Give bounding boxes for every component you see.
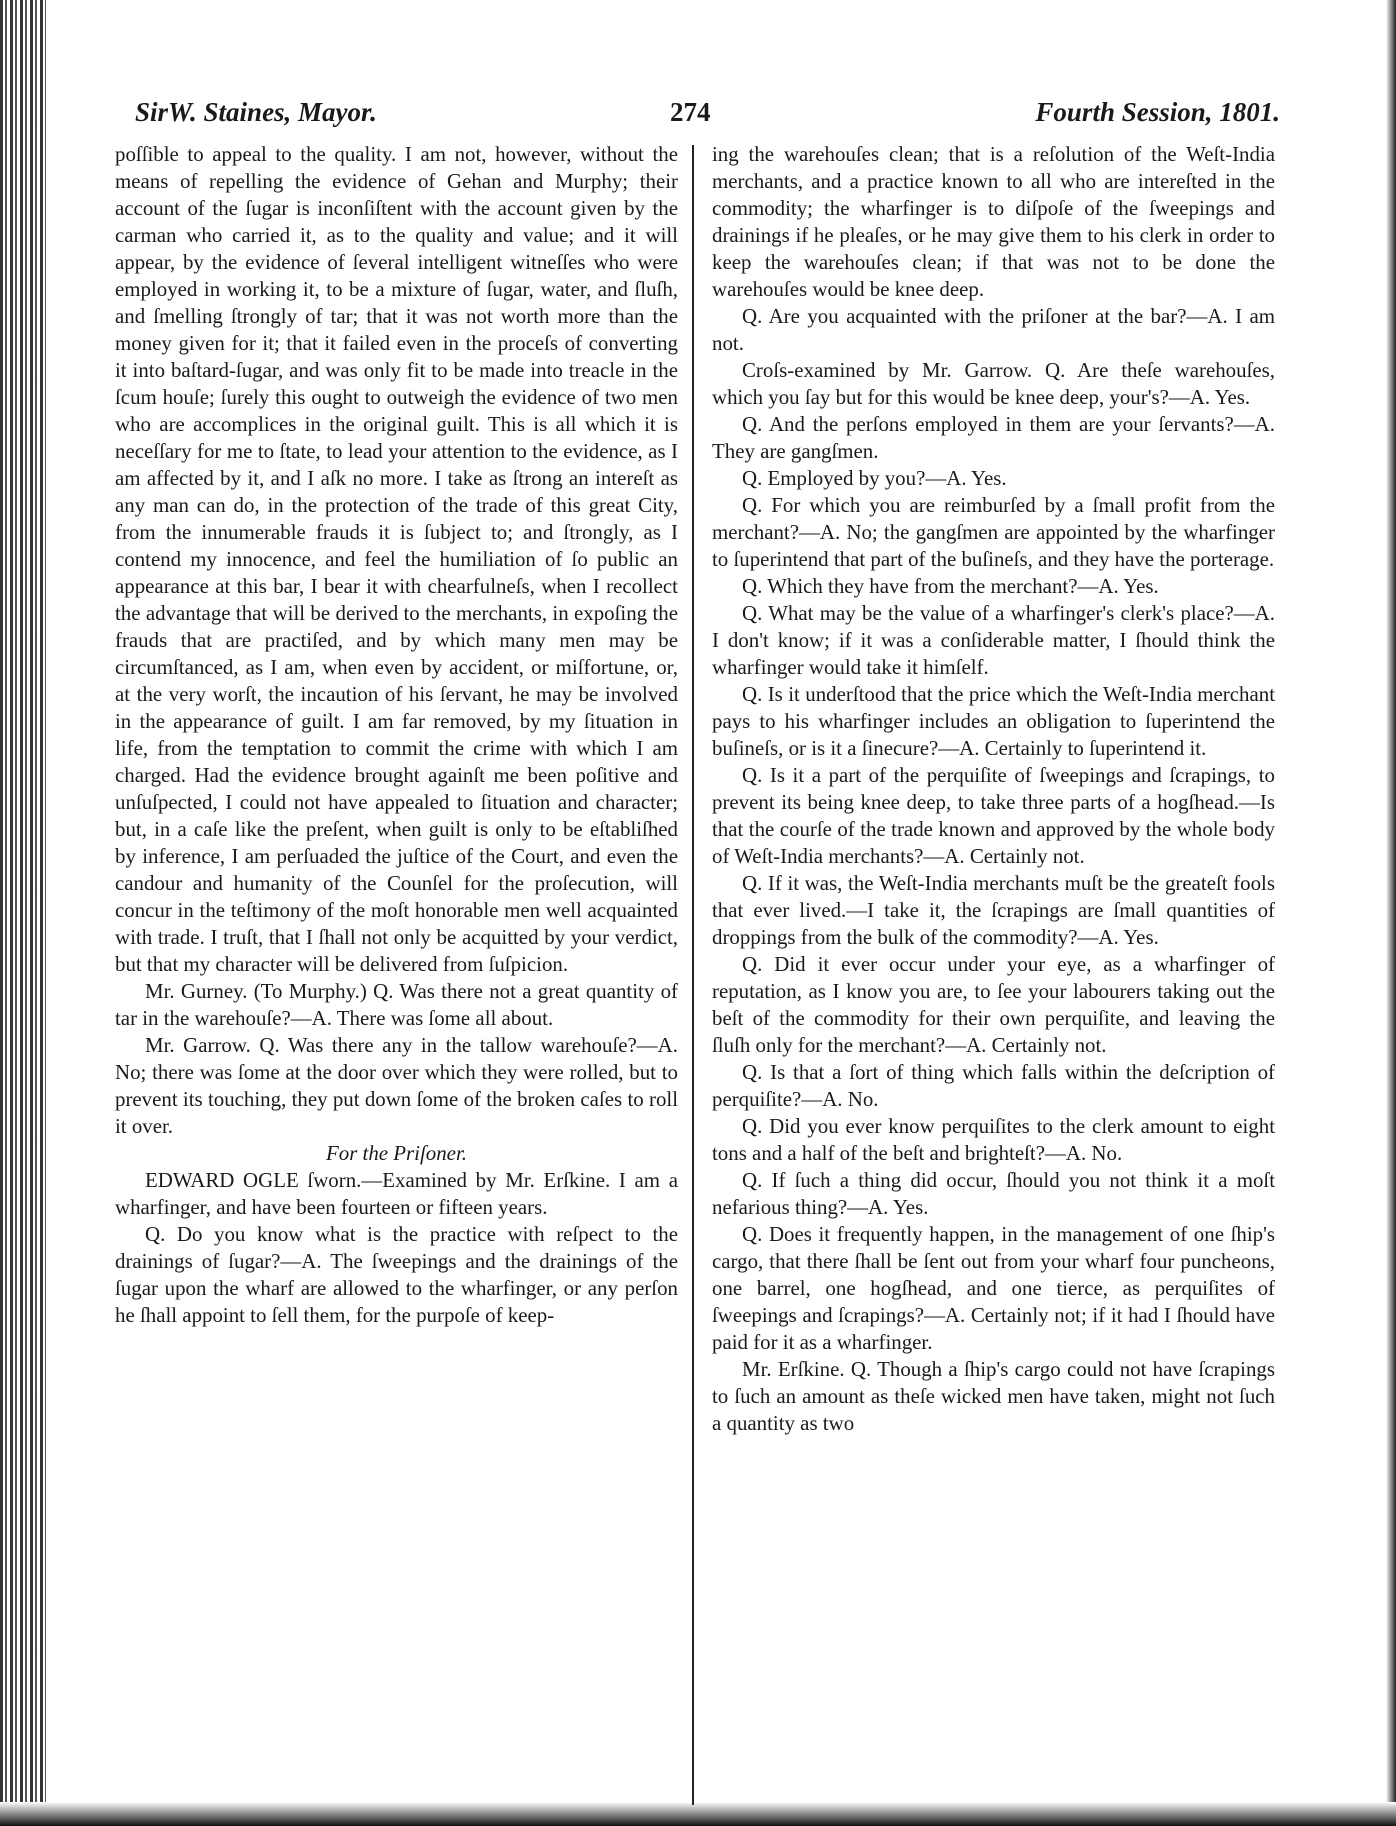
running-header xyxy=(115,95,1290,139)
scan-border-right xyxy=(1386,0,1396,1826)
paragraph: Q. Does it frequently happen, in the management of one ſhip's cargo, that there ſhall be ſent out from your wharf four puncheons, one barrel, one hogſhead, and one tierce, as perquiſites of ſweepings and ſcrapings?—A. Certainly not; if it had I ſhould have paid for it as a wharfinger. xyxy=(712,1222,1275,1354)
right-column xyxy=(712,141,1275,1437)
paragraph: Mr. Gurney. (To Murphy.) Q. Was there not a great quantity of tar in the warehouſe?—A. There was ſome all about. xyxy=(115,979,678,1030)
paragraph: Q. What may be the value of a wharfinger's clerk's place?—A. I don't know; if it was a conſiderable matter, I ſhould think the wharfinger would take it himſelf. xyxy=(712,601,1275,679)
paragraph: Q. Are you acquainted with the priſoner at the bar?—A. I am not. xyxy=(712,304,1275,355)
scan-border-left xyxy=(0,0,46,1826)
paragraph: Q. Which they have from the merchant?—A. Yes. xyxy=(742,574,1159,598)
header-left: SirW. Staines, Mayor. xyxy=(135,97,377,127)
document-page xyxy=(115,95,1290,1805)
paragraph: Q. If ſuch a thing did occur, ſhould you not think it a moſt nefarious thing?—A. Yes. xyxy=(712,1168,1275,1219)
paragraph: Q. Is it underſtood that the price which the Weſt-India merchant pays to his wharfinger includes an obligation to ſuperintend the buſineſs, or is it a ſinecure?—A. Certainly to ſuperintend it. xyxy=(712,682,1275,760)
page-number: 274 xyxy=(670,97,711,127)
paragraph: Q. Is it a part of the perquiſite of ſweepings and ſcrapings, to prevent its being knee deep, to take three parts of a hogſhead.—Is that the courſe of the trade known and approved by the whole body of Weſt-India merchants?—A. Certainly not. xyxy=(712,763,1275,868)
paragraph: Q. Is that a ſort of thing which falls within the deſcription of perquiſite?—A. No. xyxy=(712,1060,1275,1111)
section-heading: For the Priſoner. xyxy=(325,1141,467,1165)
scan-border-bottom xyxy=(0,1802,1396,1826)
paragraph: Q. Employed by you?—A. Yes. xyxy=(742,466,1007,490)
paragraph: Q. And the perſons employed in them are your ſervants?—A. They are gangſmen. xyxy=(712,412,1275,463)
paragraph: poſſible to appeal to the quality. I am not, however, without the means of repelling the evidence of Gehan and Murphy; their account of the ſugar is inconſiſtent with the account given by the carman who carried it, as to the quality and value; and it will appear, by the evidence of ſeveral intelligent witneſſes who were employed in working it, to be a mixture of ſugar, water, and ſluſh, and ſmelling ſtrongly of tar; that it was not worth more than the money given for it; that it failed even in the proceſs of converting it into baſtard-ſugar, and was only fit to be made into treacle in the ſcum houſe; ſurely this ought to outweigh the evidence of two men who are accomplices in the original guilt. This is all which it is neceſſary for me to ſtate, to lead your attention to the evidence, as I am affected by it, and I aſk no more. I take as ſtrong an intereſt as any man can do, in the protection of the trade of this great City, from the innumerable frauds it is ſubject to; and ſtrongly, as I contend my innocence, and feel the humiliation of ſo public an appearance at this bar, I bear it with chearfulneſs, when I recollect the advantage that will be derived to the merchants, in expoſing the frauds that are practiſed, and by which many men may be circumſtanced, as I am, when even by accident, or miſfortune, or, at the very worſt, the incaution of his ſervant, he may be involved in the appearance of guilt. I am far removed, by my ſituation in life, from the temptation to commit the crime with which I am charged. Had the evidence brought againſt me been poſitive and unſuſpected, I could not have appealed to ſituation and character; but, in a caſe like the preſent, when guilt is only to be eſtabliſhed by inference, I am perſuaded the juſtice of the Court, and even the candour and humanity of the Counſel for the proſecution, will concur in the teſtimony of the moſt honorable men well acquainted with trade. I truſt, that I ſhall not only be acquitted by your verdict, but that my character will be delivered from ſuſpicion. xyxy=(115,142,678,976)
paragraph: Q. Did it ever occur under your eye, as a wharfinger of reputation, as I know you are, to ſee your labourers taking out the beſt of the commodity for their own perquiſite, and leaving the ſluſh only for the merchant?—A. Certainly not. xyxy=(712,952,1275,1057)
paragraph: EDWARD OGLE ſworn.—Examined by Mr. Erſkine. I am a wharfinger, and have been fourteen or fifteen years. xyxy=(115,1168,678,1219)
column-divider xyxy=(692,145,694,1805)
paragraph: Mr. Garrow. Q. Was there any in the tallow warehouſe?—A. No; there was ſome at the door over which they were rolled, but to prevent its touching, they put down ſome of the broken caſes to roll it over. xyxy=(115,1033,678,1138)
paragraph: ing the warehouſes clean; that is a reſolution of the Weſt-India merchants, and a practice known to all who are intereſted in the commodity; the wharfinger is to diſpoſe of the ſweepings and drainings if he pleaſes, or he may give them to his clerk in order to keep the warehouſes clean; if that was not to be done the warehouſes would be knee deep. xyxy=(712,142,1275,301)
header-right: Fourth Session, 1801. xyxy=(1035,97,1280,127)
paragraph: Mr. Erſkine. Q. Though a ſhip's cargo could not have ſcrapings to ſuch an amount as theſe wicked men have taken, might not ſuch a quantity as two xyxy=(712,1357,1275,1435)
paragraph: Q. Do you know what is the practice with reſpect to the drainings of ſugar?—A. The ſweepings and the drainings of the ſugar upon the wharf are allowed to the wharfinger, or any perſon he ſhall appoint to ſell them, for the purpoſe of keep- xyxy=(115,1222,678,1327)
paragraph: Q. For which you are reimburſed by a ſmall profit from the merchant?—A. No; the gangſmen are appointed by the wharfinger to ſuperintend that part of the buſineſs, and they have the porterage. xyxy=(712,493,1275,571)
left-column xyxy=(115,141,678,1329)
paragraph: Q. If it was, the Weſt-India merchants muſt be the greateſt fools that ever lived.—I take it, the ſcrapings are ſmall quantities of droppings from the bulk of the commodity?—A. Yes. xyxy=(712,871,1275,949)
paragraph: Q. Did you ever know perquiſites to the clerk amount to eight tons and a half of the beſt and brighteſt?—A. No. xyxy=(712,1114,1275,1165)
paragraph: Croſs-examined by Mr. Garrow. Q. Are theſe warehouſes, which you ſay but for this would be knee deep, your's?—A. Yes. xyxy=(712,358,1275,409)
